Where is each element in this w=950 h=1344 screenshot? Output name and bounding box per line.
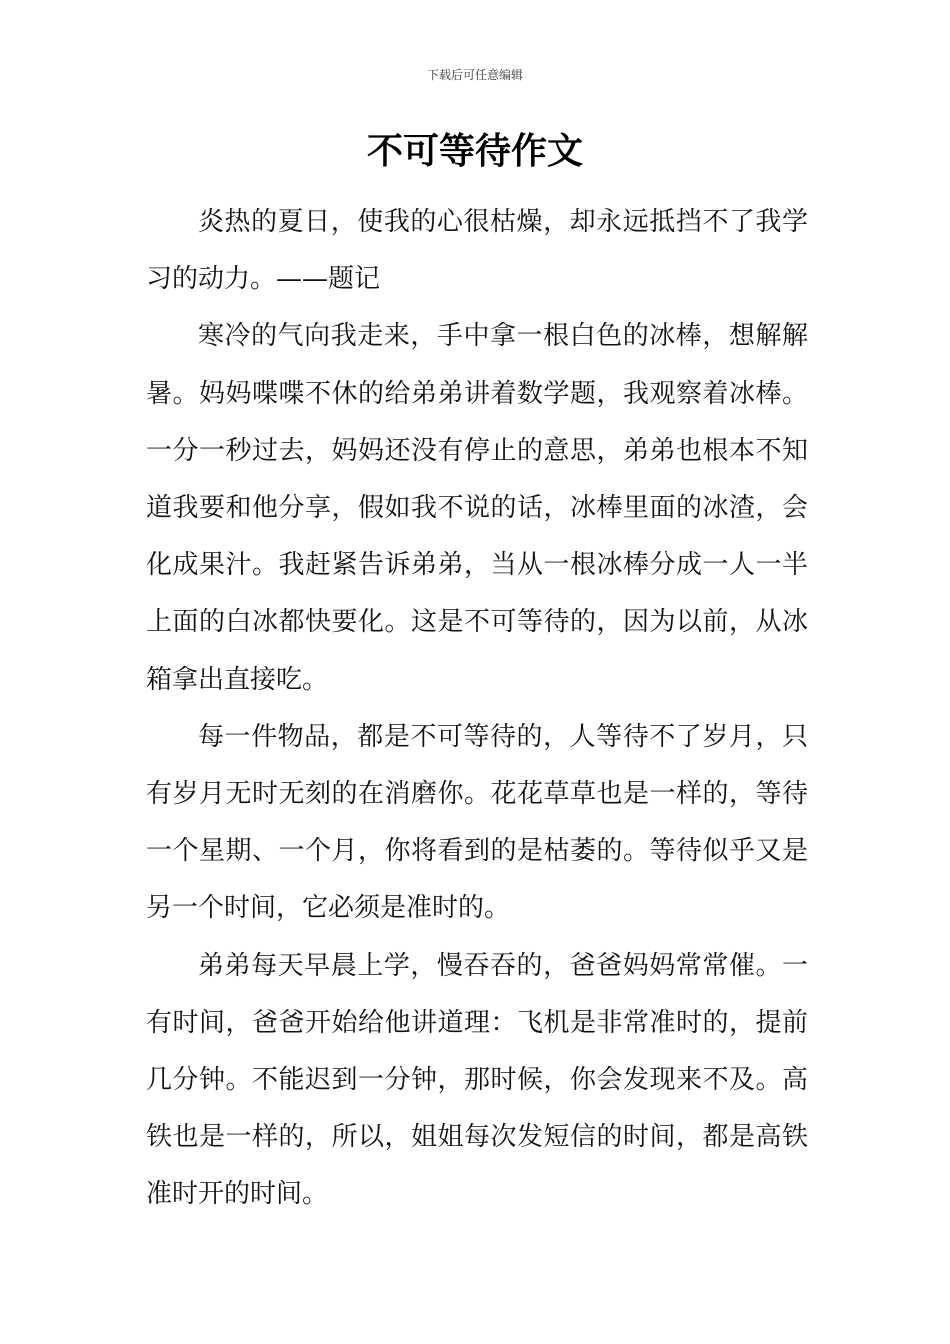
paragraph-time: 每一件物品，都是不可等待的，人等待不了岁月，只有岁月无时无刻的在消磨你。花花草草也是一样的，等待一个星期、一个月，你将看到的是枯萎的。等待似乎又是另一个时间，它必须是准时的。	[146, 721, 808, 924]
header-note: 下载后可任意编辑	[426, 68, 523, 82]
document-title: 不可等待作文	[366, 131, 583, 172]
paragraph-epigraph: 炎热的夏日，使我的心很枯燥，却永远抵挡不了我学习的动力。——题记	[146, 207, 808, 295]
paragraph-punctuality: 弟弟每天早晨上学，慢吞吞的，爸爸妈妈常常催。一有时间，爸爸开始给他讲道理：飞机是非常准时的，提前几分钟。不能迟到一分钟，那时候，你会发现来不及。高铁也是一样的，所以，姐姐每次发短信的时间，都是高铁准时开的时间。	[146, 950, 808, 1210]
paragraph-ice-pop: 寒冷的气向我走来，手中拿一根白色的冰棒，想解解暑。妈妈喋喋不休的给弟弟讲着数学题，我观察着冰棒。一分一秒过去，妈妈还没有停止的意思，弟弟也根本不知道我要和他分享，假如我不说的话，冰棒里面的冰渣，会化成果汁。我赶紧告诉弟弟，当从一根冰棒分成一人一半上面的白冰都快要化。这是不可等待的，因为以前，从冰箱拿出直接吃。	[146, 321, 808, 695]
essay-body	[146, 194, 808, 1224]
